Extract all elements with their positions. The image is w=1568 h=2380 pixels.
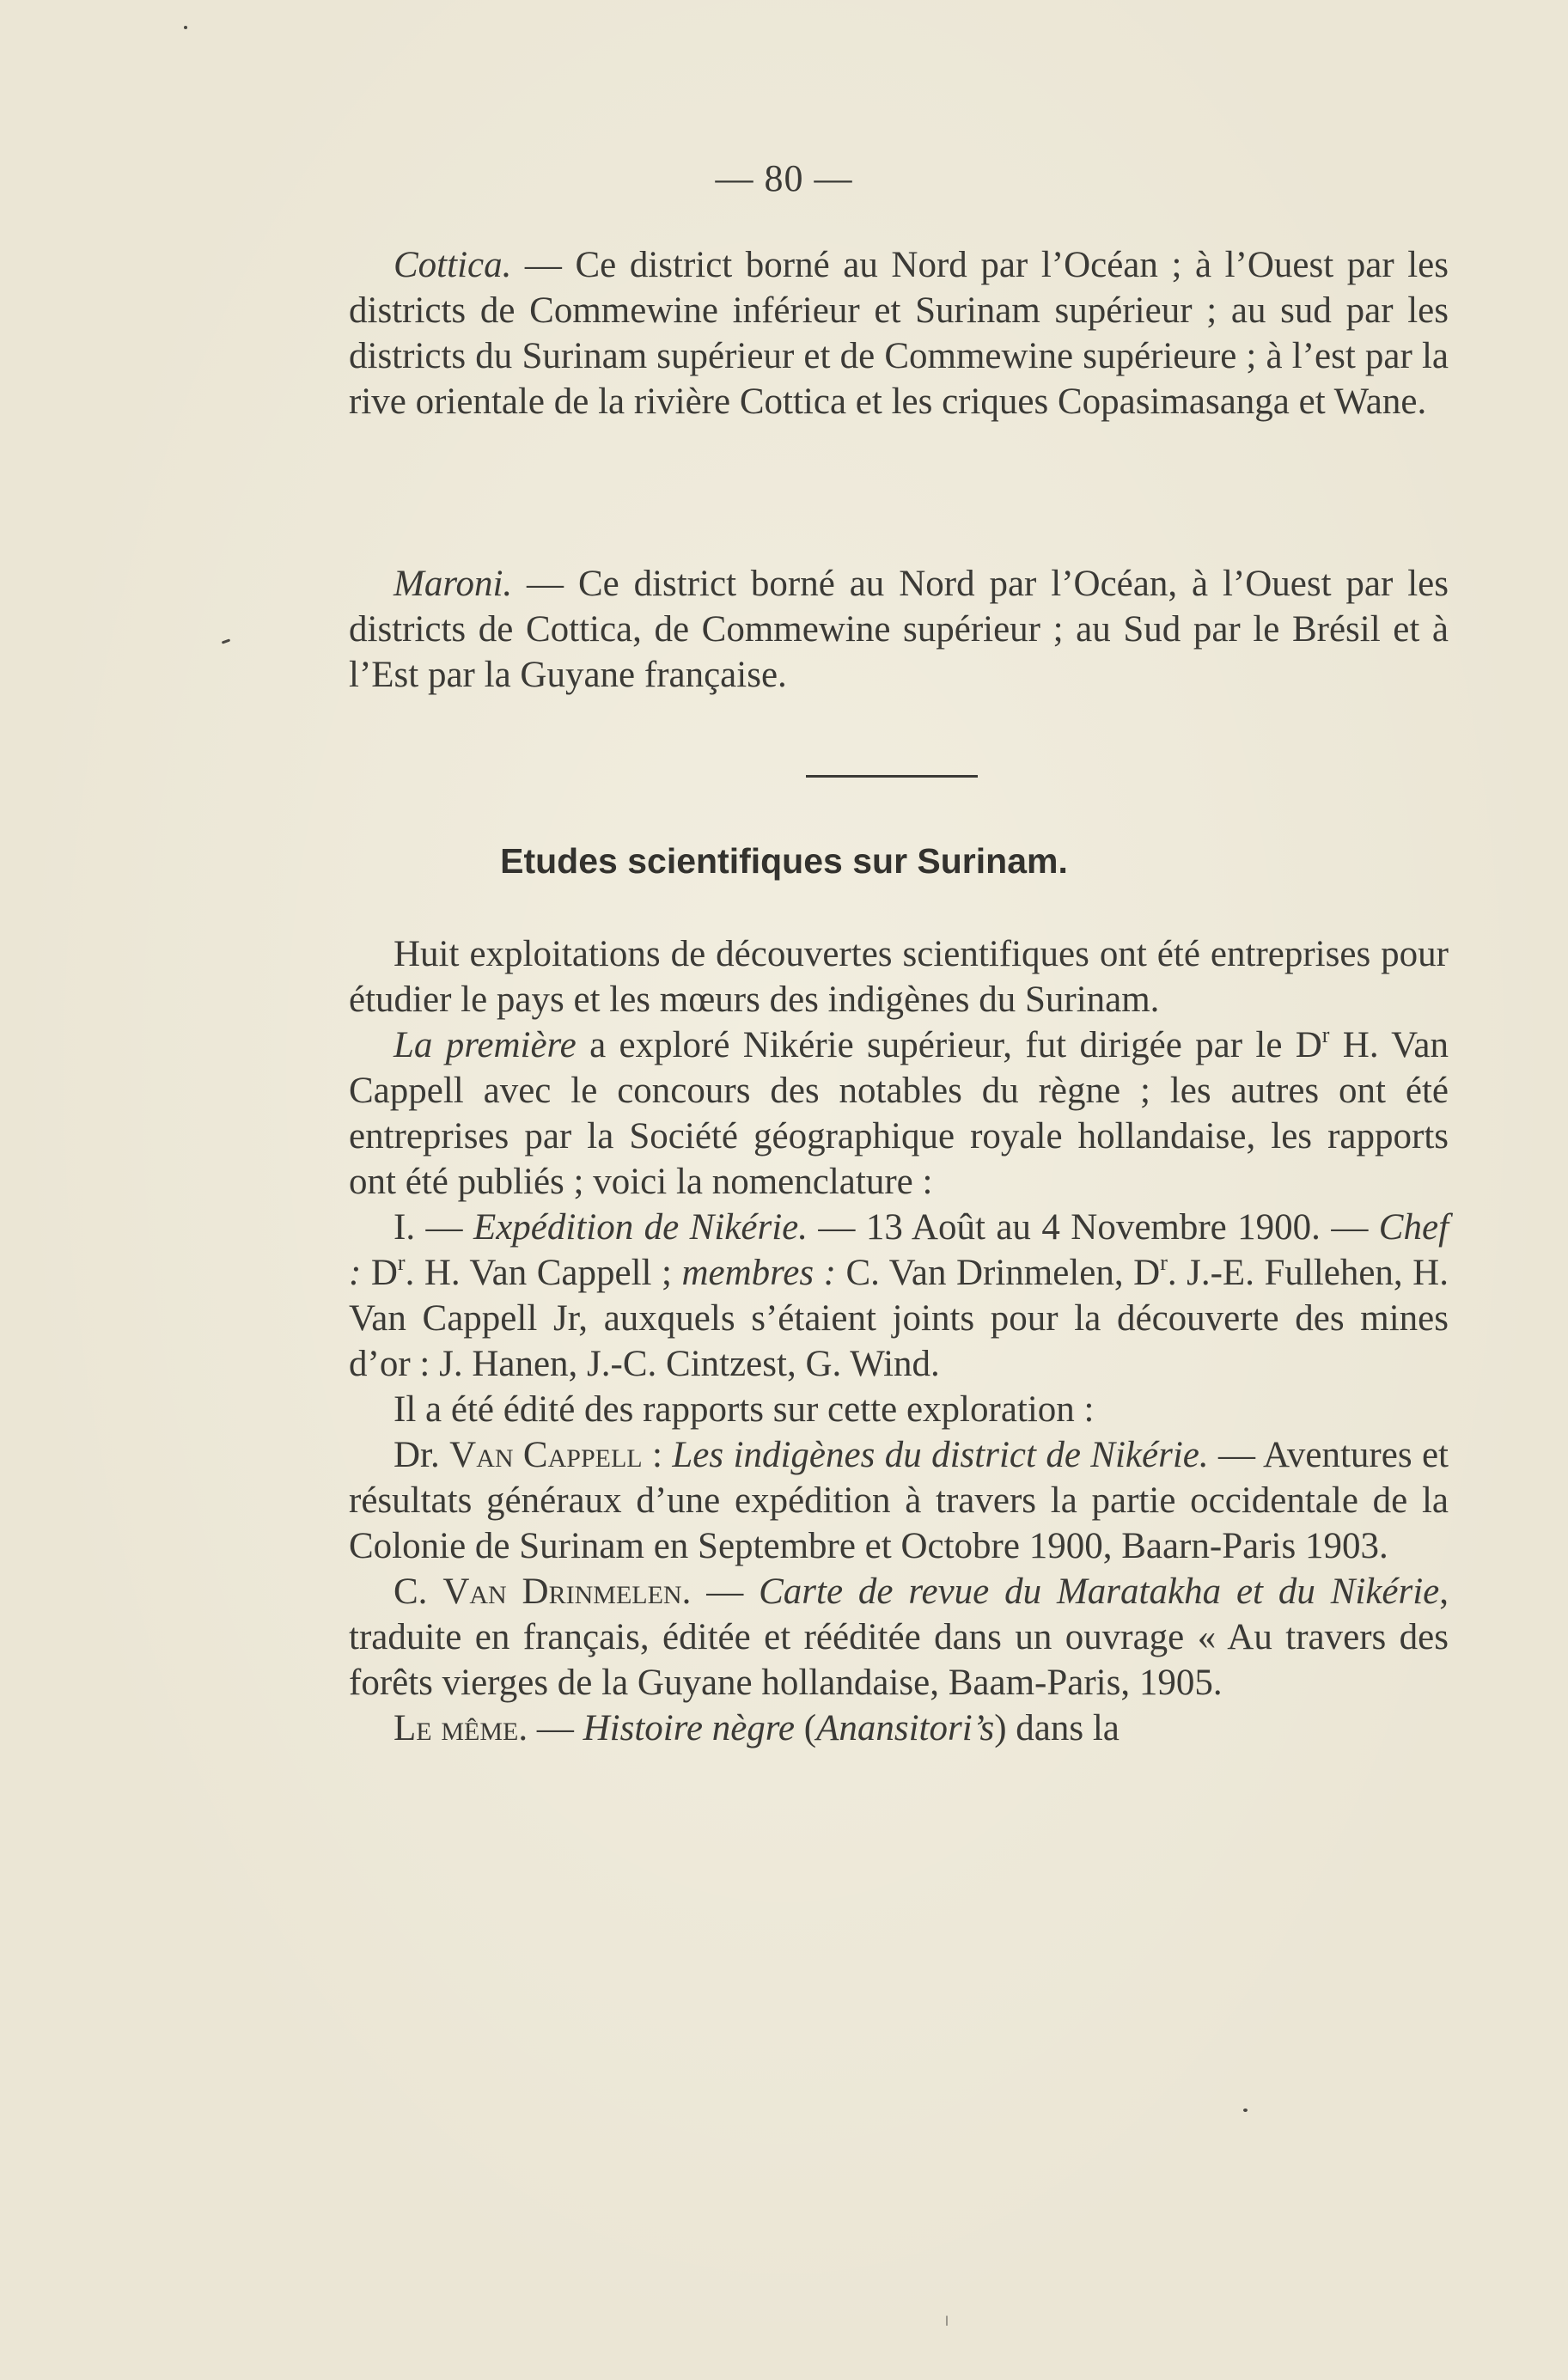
ref2-sep: . —	[681, 1571, 760, 1612]
chef-label: Chef :	[349, 1207, 1449, 1293]
ref1-text: — Aventures et résultats généraux d’une expédition à travers la partie occidentale de la Colonie de Surinam en Septembre et Octobre 1900, Baarn-Paris 1903.	[349, 1435, 1449, 1566]
membres-text: . J.-E. Fullehen, H. Van Cappell Jr, auxquels s’étaient joints pour la découverte des mines d’or : J. Hanen, J.-C. Cintzest, G. Wind.	[349, 1253, 1449, 1384]
premiere-label: La première	[394, 1025, 577, 1065]
expedition-title: Expédition de Nikérie.	[473, 1207, 808, 1248]
district-label-maroni: Maroni.	[394, 564, 513, 604]
page-number: — 80 —	[715, 157, 853, 199]
intro-paragraph: Huit exploitations de découvertes scientifiques ont été entreprises pour étudier le pays et les mœurs des indigènes du Surinam.	[349, 934, 1449, 1020]
ref1-prefix: Dr.	[394, 1435, 450, 1475]
expedition-number: I. —	[394, 1207, 473, 1248]
ref2-author: Van Drinmelen	[442, 1571, 682, 1612]
ref1-sep: :	[642, 1435, 673, 1475]
membres-label: membres :	[681, 1253, 836, 1293]
ref3-sep: . —	[518, 1708, 583, 1748]
paper-speck	[946, 2316, 948, 2326]
premiere-text-2: H. Van Cappell avec le concours des notables du règne ; les autres ont été entreprises par la Société géographique royale hollandaise, les rapports ont été publiés ; voici la nomenclature :	[349, 1025, 1449, 1202]
paper-speck	[184, 26, 187, 29]
reference-1	[349, 1432, 1449, 1569]
reference-3	[349, 1706, 1449, 1751]
section-divider	[806, 775, 978, 778]
ref2-prefix: C.	[394, 1571, 443, 1612]
section-body	[349, 931, 1449, 1751]
membres-sup: r	[1160, 1249, 1168, 1275]
expedition-entry	[349, 1205, 1449, 1387]
ref2-text: , traduite en français, éditée et rééditée dans un ouvrage « Au travers des forêts vierges de la Guyane hollandaise, Baam-Paris, 1905.	[349, 1571, 1449, 1703]
paper-speck	[222, 638, 230, 644]
maroni-text: — Ce district borné au Nord par l’Océan, à l’Ouest par les districts de Cottica, de Commewine supérieur ; au Sud par le Brésil et à l’Est par la Guyane française.	[349, 564, 1449, 695]
ref3-text-mid: (	[795, 1708, 817, 1748]
premiere-text-1: a exploré Nikérie supérieur, fut dirigée par le D	[576, 1025, 1322, 1065]
paragraph-maroni	[349, 561, 1449, 698]
ref1-author: Van Cappell	[449, 1435, 643, 1475]
chef-sup: r	[397, 1249, 406, 1275]
ref3-title: Histoire nègre	[583, 1708, 796, 1748]
cottica-text: — Ce district borné au Nord par l’Océan ; à l’Ouest par les districts de Commewine inférieur et Surinam supérieur ; au sud par les districts du Surinam supérieur et de Commewine supérieure ; à l’est par la rive orientale de la rivière Cottica et les criques Copasimasanga et Wane.	[349, 245, 1449, 422]
membres-pre: C. Van Drinmelen, D	[835, 1253, 1161, 1293]
premiere-paragraph	[349, 1022, 1449, 1205]
chef-name: . H. Van Cappell ;	[405, 1253, 682, 1293]
ref3-author: Le même	[394, 1708, 519, 1748]
ref1-title: Les indigènes du district de Nikérie.	[672, 1435, 1209, 1475]
ref2-title: Carte de revue du Maratakha et du Nikérie	[759, 1571, 1440, 1612]
expedition-dates: — 13 Août au 4 Novembre 1900. —	[807, 1207, 1379, 1248]
ref3-title2: Anansitori’s	[816, 1708, 995, 1748]
rapports-intro: Il a été édité des rapports sur cette exploration :	[394, 1389, 1095, 1430]
section-heading: Etudes scientifiques sur Surinam.	[500, 841, 1068, 881]
chef-name-pre: D	[361, 1253, 398, 1293]
paragraph-cottica	[349, 242, 1449, 424]
paper-speck	[1243, 2108, 1248, 2112]
premiere-sup: r	[1321, 1022, 1330, 1047]
reference-2	[349, 1569, 1449, 1706]
district-label-cottica: Cottica.	[394, 245, 512, 285]
ref3-text: ) dans la	[994, 1708, 1120, 1748]
